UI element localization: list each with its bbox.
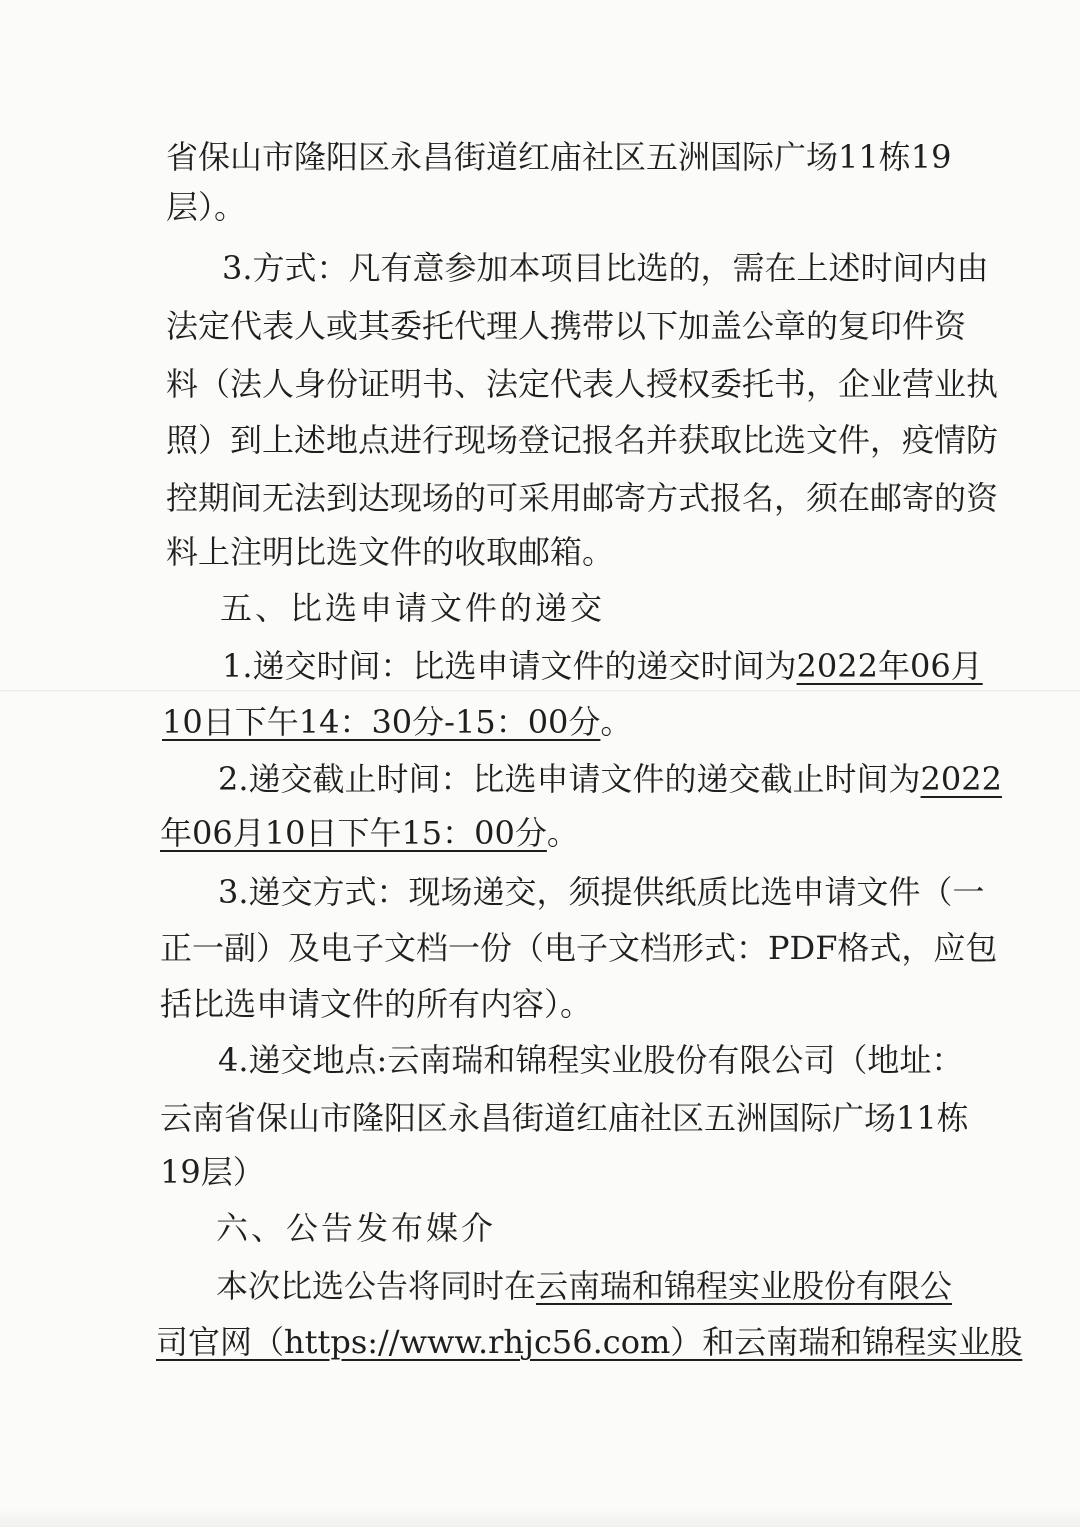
text-line: 层）。 [166,188,247,226]
text-line: 省保山市隆阳区永昌街道红庙社区五洲国际广场11栋19 [166,138,952,176]
section-heading: 六、公告发布媒介 [216,1209,497,1247]
text-line: 料（法人身份证明书、法定代表人授权委托书，企业营业执 [166,365,999,403]
text-line [156,1322,1022,1362]
text-segment: 2.递交截止时间：比选申请文件的递交截止时间为 [218,760,921,798]
website-reference: 司官网（https://www.rhjc56.com）和云南瑞和锦程实业股 [156,1323,1023,1361]
text-line [218,759,1002,799]
text-line: 正一副）及电子文档一份（电子文档形式：PDF格式，应包 [160,929,998,967]
text-line: 3.递交方式：现场递交，须提供纸质比选申请文件（一 [218,873,985,911]
text-line [160,813,579,853]
text-line: 3.方式：凡有意参加本项目比选的，需在上述时间内由 [222,249,989,287]
text-line: 照）到上述地点进行现场登记报名并获取比选文件，疫情防 [166,421,999,459]
section-heading: 五、比选申请文件的递交 [220,589,606,627]
scan-bottom-edge [0,1509,1080,1527]
text-line: 4.递交地点:云南瑞和锦程实业股份有限公司（地址： [218,1041,964,1079]
text-segment: 。 [600,703,633,741]
highlighted-date: 2022 [920,760,1002,798]
text-line: 括比选申请文件的所有内容）。 [160,985,593,1023]
text-line: 法定代表人或其委托代理人携带以下加盖公章的复印件资 [166,307,967,345]
text-line: 料上注明比选文件的收取邮箱。 [166,533,615,571]
website-reference: 云南瑞和锦程实业股份有限公 [536,1267,953,1305]
scan-fold-line [0,690,1080,692]
text-line [222,646,983,686]
text-line [162,702,632,742]
text-line: 云南省保山市隆阳区永昌街道红庙社区五洲国际广场11栋 [160,1099,969,1137]
highlighted-date: 年06月10日下午15：00分 [160,814,547,852]
text-line: 19层） [160,1153,265,1191]
text-line [216,1266,952,1306]
text-segment: 。 [546,814,579,852]
text-line: 控期间无法到达现场的可采用邮寄方式报名，须在邮寄的资 [166,479,999,517]
text-segment: 1.递交时间：比选申请文件的递交时间为 [222,647,797,685]
highlighted-date: 2022年06月 [796,647,983,685]
text-segment: 本次比选公告将同时在 [216,1267,537,1305]
highlighted-date: 10日下午14：30分-15：00分 [162,703,601,741]
